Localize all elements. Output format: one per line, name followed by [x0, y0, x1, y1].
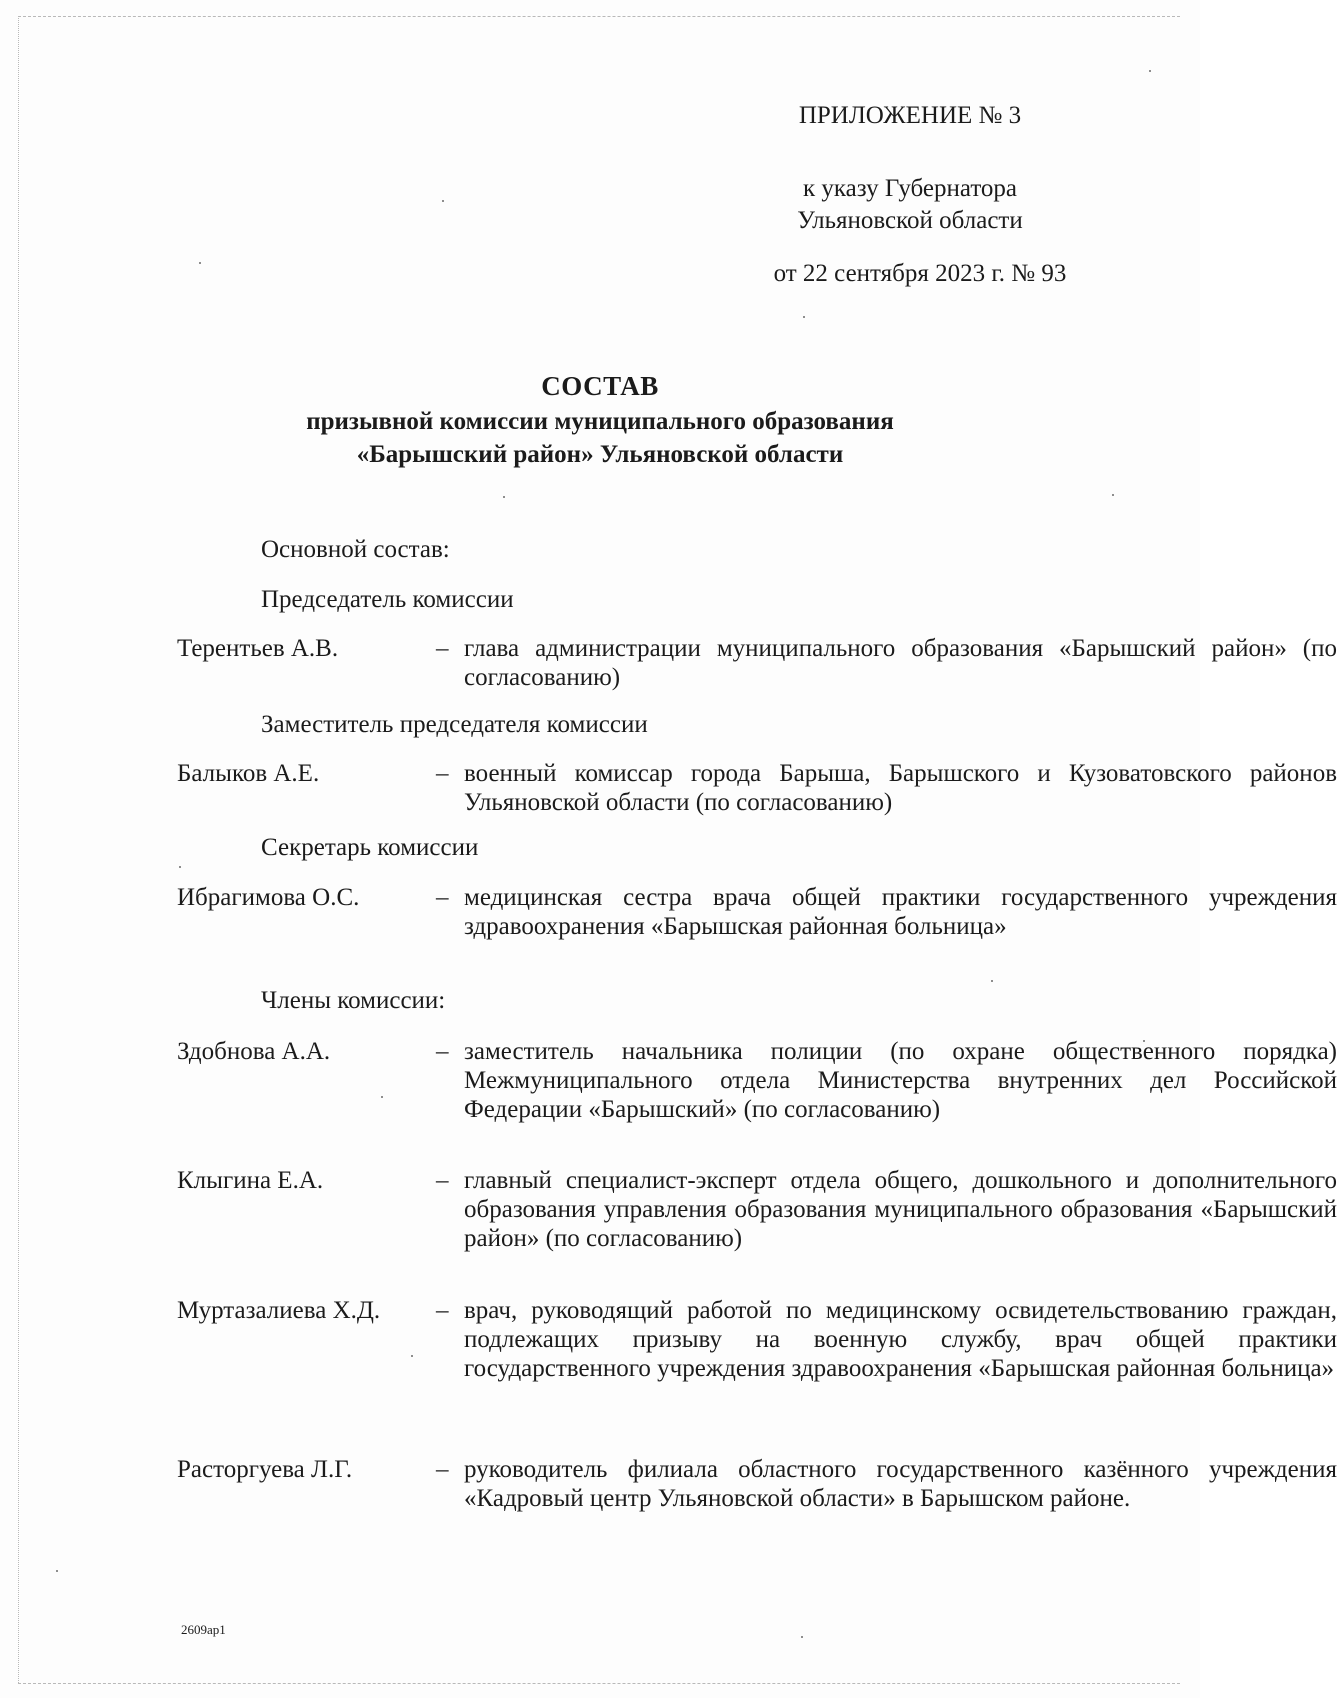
section-members: Члены комиссии:: [261, 987, 446, 1014]
scan-speck: [1149, 70, 1151, 72]
member-name: Балыков А.Е.: [177, 760, 320, 787]
member-role: врач, руководящий работой по медицинскому освидетельствованию граждан, подлежащих призыву на военную службу, врач общей практики государственного учреждения здравоохранения «Барышская районная больница»: [464, 1297, 1337, 1382]
scan-edge-top: [18, 16, 1180, 17]
scan-edge-left: [18, 16, 19, 1683]
member-name: Здобнова А.А.: [177, 1038, 331, 1065]
document-subtitle-line-1: призывной комиссии муниципального образования: [306, 408, 894, 435]
scan-speck: [381, 1096, 383, 1098]
member-role: заместитель начальника полиции (по охране общественного порядка) Межмуниципального отдела Министерства внутренних дел Российской Федерации «Барышский» (по согласованию): [464, 1038, 1337, 1123]
scan-speck: [1112, 494, 1114, 496]
appendix-date-number: от 22 сентября 2023 г. № 93: [773, 260, 1067, 287]
member-dash: –: [436, 1038, 449, 1065]
section-secretary: Секретарь комиссии: [261, 834, 479, 861]
scan-speck: [801, 1636, 803, 1638]
member-name: Ибрагимова О.С.: [177, 884, 360, 911]
member-name: Расторгуева Л.Г.: [177, 1456, 353, 1483]
member-dash: –: [436, 1297, 449, 1324]
scan-edge-bottom: [18, 1683, 1180, 1684]
scan-speck: [179, 866, 181, 868]
member-role: глава администрации муниципального образования «Барышский район» (по согласованию): [464, 635, 1337, 691]
scan-speck: [991, 980, 993, 982]
member-dash: –: [436, 760, 449, 787]
member-role: руководитель филиала областного государственного казённого учреждения «Кадровый центр Ульяновской области» в Барышском районе.: [464, 1456, 1337, 1512]
document-code: 2609ap1: [181, 1622, 226, 1637]
member-role: военный комиссар города Барыша, Барышского и Кузоватовского районов Ульяновской области (по согласованию): [464, 760, 1337, 816]
member-name: Муртазалиева Х.Д.: [177, 1297, 381, 1324]
member-name: Терентьев А.В.: [177, 635, 339, 662]
member-name: Клыгина Е.А.: [177, 1167, 324, 1194]
scan-speck: [56, 1570, 58, 1572]
scan-speck: [442, 200, 444, 202]
scan-speck: [199, 262, 201, 264]
document-title: СОСТАВ: [541, 371, 659, 401]
member-dash: –: [436, 1167, 449, 1194]
member-dash: –: [436, 884, 449, 911]
appendix-reference-line-2: Ульяновской области: [797, 207, 1023, 234]
member-role: главный специалист-эксперт отдела общего, дошкольного и дополнительного образования управления образования муниципального образования «Барышский район» (по согласованию): [464, 1167, 1337, 1252]
section-chairman: Председатель комиссии: [261, 586, 514, 613]
appendix-reference-line-1: к указу Губернатора: [802, 175, 1018, 202]
appendix-title: ПРИЛОЖЕНИЕ № 3: [798, 102, 1022, 129]
member-dash: –: [436, 635, 449, 662]
member-role: медицинская сестра врача общей практики государственного учреждения здравоохранения «Барышская районная больница»: [464, 884, 1337, 940]
scan-speck: [503, 496, 505, 498]
member-dash: –: [436, 1456, 449, 1483]
scan-speck: [803, 316, 805, 318]
section-deputy-chairman: Заместитель председателя комиссии: [261, 711, 648, 738]
document-subtitle-line-2: «Барышский район» Ульяновской области: [356, 441, 844, 468]
section-main-composition: Основной состав:: [261, 536, 450, 563]
scan-speck: [411, 1355, 413, 1357]
